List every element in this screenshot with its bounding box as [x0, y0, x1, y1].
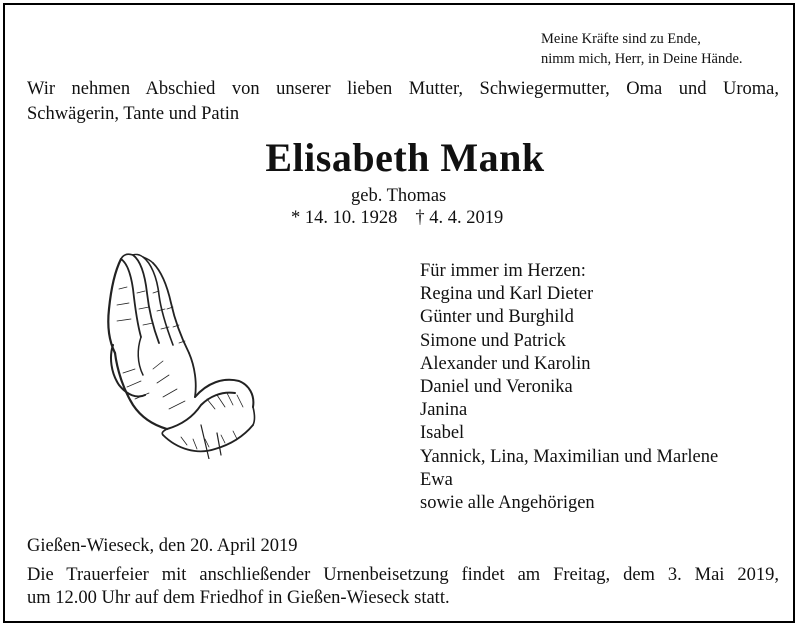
family-member: Alexander und Karolin [420, 353, 591, 374]
family-heading: Für immer im Herzen: [420, 261, 586, 281]
family-member: Günter und Burghild [420, 307, 574, 328]
intro-text [27, 77, 779, 127]
family-member: Regina und Karl Dieter [420, 284, 594, 305]
intro-line-1: Wir nehmen Abschied von unserer lieben Mutter, Schwiegermutter, Oma und Uroma, [27, 79, 779, 99]
life-dates [291, 207, 503, 229]
death-date: † 4. 4. 2019 [415, 208, 504, 228]
obituary-notice [3, 3, 795, 623]
praying-hands-icon [97, 249, 267, 459]
maiden-name: geb. Thomas [351, 186, 447, 206]
ceremony-line-2: um 12.00 Uhr auf dem Friedhof in Gießen-Wieseck statt. [27, 588, 450, 608]
family-member: Janina [420, 400, 468, 421]
family-member: sowie alle Angehörigen [420, 493, 595, 514]
quote-line-1: Meine Kräfte sind zu Ende, [541, 31, 701, 47]
intro-line-2: Schwägerin, Tante und Patin [27, 104, 240, 124]
deceased-name: Elisabeth Mank [265, 135, 545, 180]
family-member: Isabel [420, 423, 465, 444]
family-member: Simone und Patrick [420, 330, 566, 351]
quote-line-2: nimm mich, Herr, in Deine Hände. [541, 51, 743, 67]
ceremony-line-1: Die Trauerfeier mit anschließender Urnenbeisetzung findet am Freitag, dem 3. Mai 2019, [27, 565, 779, 585]
bible-quote [541, 29, 791, 69]
family-member: Ewa [420, 469, 453, 490]
birth-date: * 14. 10. 1928 [291, 208, 398, 228]
family-member: Daniel und Veronika [420, 377, 573, 398]
family-list [420, 260, 790, 515]
ceremony-info [27, 564, 779, 610]
place-and-date: Gießen-Wieseck, den 20. April 2019 [27, 536, 298, 556]
family-member: Yannick, Lina, Maximilian und Marlene [420, 446, 719, 467]
